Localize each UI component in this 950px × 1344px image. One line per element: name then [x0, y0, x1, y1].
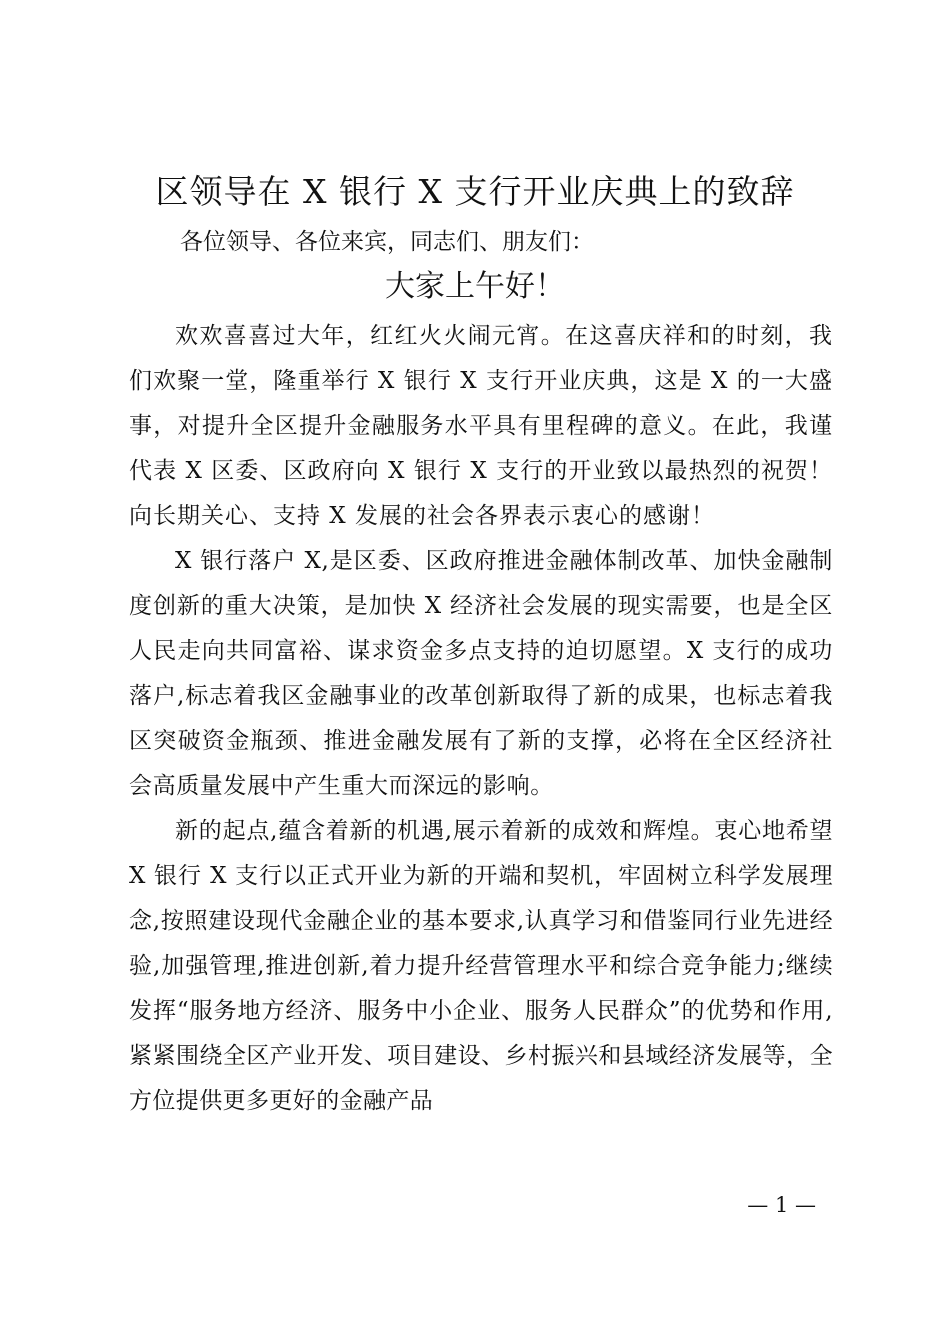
body-text — [129, 314, 833, 1124]
paragraph-expectations: 新的起点,蕴含着新的机遇,展示着新的成效和辉煌。衷心地希望 X 银行 X 支行以正式开业为新的开端和契机，牢固树立科学发展理念,按照建设现代金融企业的基本要求,认真学习和借鉴同行业先进经验,加强管理,推进创新,着力提升经营管理水平和综合竞争能力;继续发挥“服务地方经济、服务中小企业、服务人民群众”的优势和作用,紧紧围绕全区产业开发、项目建设、乡村振兴和县域经济发展等，全方位提供更多更好的金融产品 — [129, 818, 833, 1114]
salutation: 各位领导、各位来宾，同志们、朋友们： — [180, 229, 594, 255]
document-title: 区领导在 X 银行 X 支行开业庆典上的致辞 — [155, 172, 795, 211]
paragraph-opening: 欢欢喜喜过大年，红红火火闹元宵。在这喜庆祥和的时刻，我们欢聚一堂，隆重举行 X 银行 X 支行开业庆典，这是 X 的一大盛事，对提升全区提升金融服务水平具有里程碑的意义。在此，我谨代表 X 区委、区政府向 X 银行 X 支行的开业致以最热烈的祝贺！向长期关心、支持 X 发展的社会各界表示衷心的感谢！ — [129, 323, 833, 529]
greeting: 大家上午好！ — [385, 269, 565, 304]
paragraph-significance: X 银行落户 X,是区委、区政府推进金融体制改革、加快金融制度创新的重大决策，是加快 X 经济社会发展的现实需要，也是全区人民走向共同富裕、谋求资金多点支持的迫切愿望。X 支行的成功落户,标志着我区金融事业的改革创新取得了新的成果，也标志着我区突破资金瓶颈、推进金融发展有了新的支撑，必将在全区经济社会高质量发展中产生重大而深远的影响。 — [129, 548, 833, 799]
page-number: — 1 — — [747, 1193, 816, 1217]
